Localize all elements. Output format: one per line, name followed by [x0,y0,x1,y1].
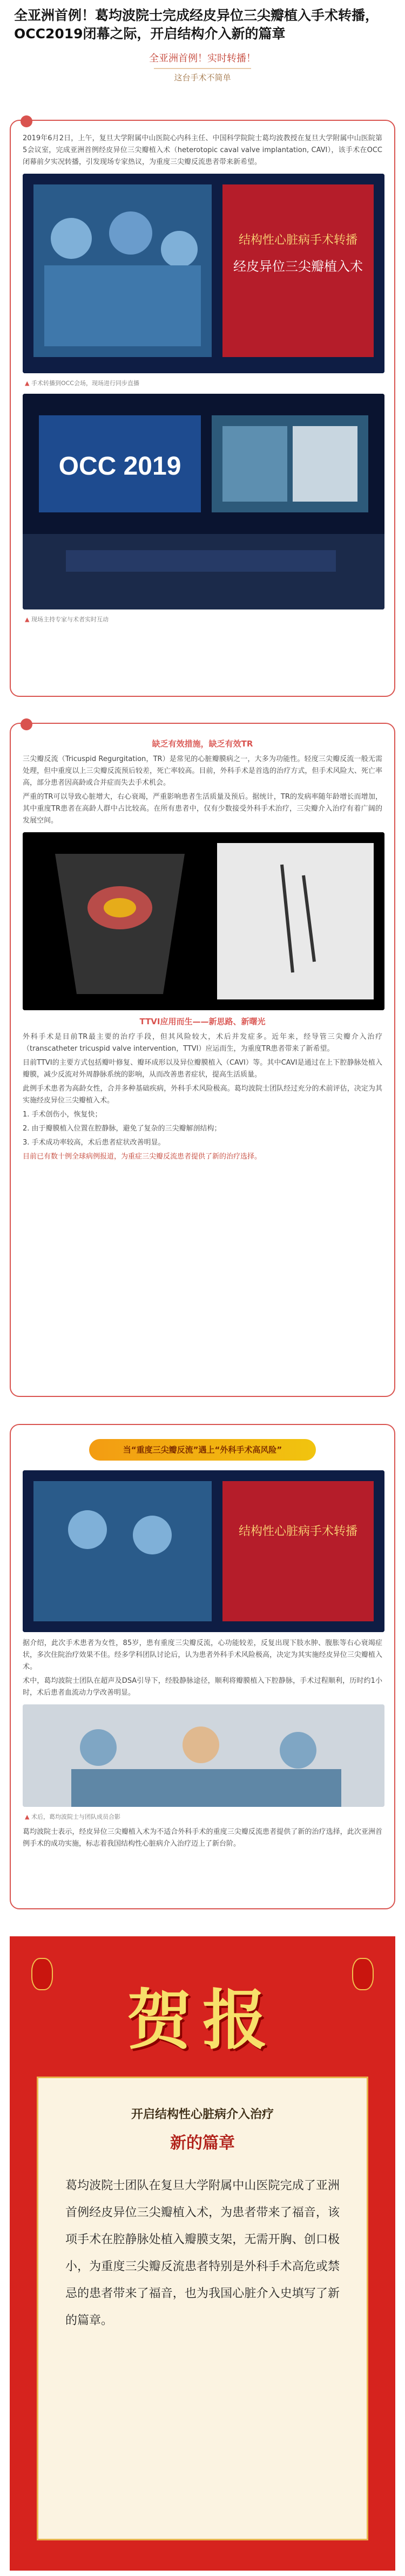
screen-title-text: 结构性心脏病手术转播 [238,233,358,246]
poster-subtitle-2: 新的篇章 [170,2134,235,2153]
highlight-pill: 当“重度三尖瓣反流”遇上“外科手术高风险” [89,1439,316,1461]
background-text [23,753,382,827]
conference-hall-illustration [23,394,384,609]
banner-rule [154,68,251,69]
ttvi-para-2: 目前TTVI的主要方式包括瓣叶修复、瓣环成形以及异位瓣膜植入（CAVI）等。其中CAVI是通过在上下腔静脉处植入瓣膜，减少反流对外周静脉系统的影响，从而改善患者症状，提高生活质量。 [23,1059,382,1079]
intro-paragraph: 2019年6月2日，上午，复旦大学附属中山医院心内科主任、中国科学院院士葛均波教授在复旦大学附属中山医院第5会议室，完成亚洲首例经皮异位三尖瓣植入术（heterotopic caval valve implantation, CAVI），该手术在OCC闭幕前夕实况转播，引发现场专家热议，为重度三尖瓣反流患者带来新希望。 [23,134,382,166]
echo-illustration [23,832,384,1010]
screen-sub-text: 经皮异位三尖瓣植入术 [233,259,363,274]
intro-card [10,120,395,697]
ttvi-text [23,1031,382,1163]
broadcast-photo-1 [23,174,384,373]
card-dot-icon [21,718,32,730]
team-photo [23,1704,384,1807]
ttvi-footer: 目前已有数十例全球病例报道，为重症三尖瓣反流患者提供了新的治疗选择。 [23,1153,262,1161]
photo-caption-2: ▲ 现场主持专家与术者实时互动 [25,615,382,625]
ttvi-para-3: 此例手术患者为高龄女性，合并多种基础疾病，外科手术风险极高。葛均波院士团队经过充分的术前评估，决定为其实施经皮异位三尖瓣植入术。 [23,1085,382,1105]
poster-title: 贺报 [127,1982,278,2058]
ttvi-list-item: 3. 手术成功率较高，术后患者症状改善明显。 [23,1139,165,1147]
surgery-card [10,1424,395,1909]
background-para-2: 严重的TR可以导致心脏增大，右心衰竭，严重影响患者生活质量及预后。据统计，TR的发病率随年龄增长而增加，其中重度TR患者在高龄人群中占比较高。在所有患者中，仅有少数接受外科手术治疗，三尖瓣介入治疗有着广阔的发展空间。 [23,793,382,825]
team-illustration [23,1704,384,1807]
screen-title-text-2: 结构性心脏病手术转播 [238,1524,358,1538]
article-headline: 全亚洲首例！葛均波院士完成经皮异位三尖瓣植入手术转播，OCC2019闭幕之际，开启结构介入新的篇章 [14,8,379,42]
surgery-room-illustration [23,1470,384,1632]
celebration-poster [10,1936,395,2571]
surgery-screen-illustration [23,174,384,373]
surgery-para-1: 据介绍，此次手术患者为女性，85岁，患有重度三尖瓣反流，心功能较差，反复出现下肢水肿、腹胀等右心衰竭症状，多次住院治疗效果不佳。经多学科团队讨论后，认为患者外科手术风险极高，决定为其实施经皮异位三尖瓣植入术。 [23,1639,382,1671]
surgery-photo-1 [23,1470,384,1632]
closing-text: 葛均波院士表示，经皮异位三尖瓣植入术为不适合外科手术的重度三尖瓣反流患者提供了新的治疗选择，此次亚洲首例手术的成功实施，标志着我国结构性心脏病介入治疗迈上了新台阶。 [23,1828,382,1848]
banner-line1: 全亚洲首例！实时转播！ [149,53,256,64]
background-para-1: 三尖瓣反流（Tricuspid Regurgitation，TR）是常见的心脏瓣膜病之一，大多为功能性。轻度三尖瓣反流一般无需处理，但中重度以上三尖瓣反流预后较差，死亡率较高。目前，外科手术是首选的治疗方式，但手术风险大、死亡率高，部分患者因高龄或合并症而失去手术机会。 [23,755,382,787]
echo-image [23,832,384,1010]
occ-logo-text: OCC 2019 [58,452,181,481]
photo-caption-1: ▲ 手术转播到OCC会场，现场进行同步直播 [25,379,382,388]
ttvi-para-1: 外科手术是目前TR最主要的治疗手段，但其风险较大，术后并发症多。近年来，经导管三尖瓣介入治疗（transcatheter tricuspid valve intervention，TTVI）应运而生，为重度TR患者带来了新希望。 [23,1033,382,1053]
section-title-2: TTVI应用而生——新思路、新曙光 [139,1017,266,1026]
poster-body: 葛均波院士团队在复旦大学附属中山医院完成了亚洲首例经皮异位三尖瓣植入术，为患者带来了福音，该项手术在腔静脉处植入瓣膜支架，无需开胸、创口极小，为重度三尖瓣反流患者特别是外科手术高危或禁忌的患者带来了福音，也为我国心脏介入史填写了新的篇章。 [65,2179,340,2327]
poster-subtitle: 开启结构性心脏病介入治疗 [131,2107,274,2121]
banner-line2: 这台手术不简单 [174,73,231,83]
ttvi-list-item: 2. 由于瓣膜植入位置在腔静脉，避免了复杂的三尖瓣解剖结构； [23,1125,221,1133]
surgery-para-2: 术中，葛均波院士团队在超声及DSA引导下，经股静脉途径，顺利将瓣膜植入下腔静脉，手术过程顺利，历时约1小时，术后患者血流动力学改善明显。 [23,1677,382,1697]
poster-content [37,2077,368,2540]
card-dot-icon [21,115,32,127]
sub-banner [122,52,284,84]
team-caption: ▲ 术后，葛均波院士与团队成员合影 [25,1812,382,1822]
section-title-1: 缺乏有效措施，缺乏有效TR [152,739,253,749]
ttvi-list-item: 1. 手术创伤小，恢复快； [23,1111,102,1119]
background-card [10,723,395,1397]
surgery-text [23,1638,382,1699]
broadcast-photo-2 [23,394,384,609]
